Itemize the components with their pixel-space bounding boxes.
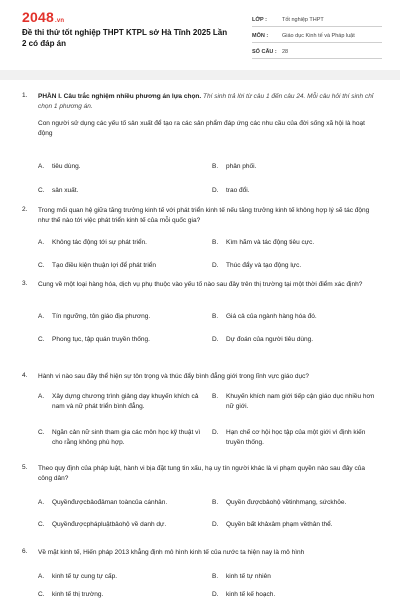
document-meta: [252, 14, 382, 62]
answer-text: Không tác động tới sự phát triển.: [52, 239, 147, 246]
question-6: [22, 548, 378, 598]
answer-letter: C.: [38, 336, 45, 343]
meta-label: MÔN :: [252, 33, 269, 39]
answer-letter: D.: [212, 429, 219, 436]
answer-text: Quyềnđượcphápluậtbảohộ về danh dự.: [52, 521, 167, 528]
answer-option-b[interactable]: [212, 498, 382, 508]
answer-option-d[interactable]: [212, 590, 382, 600]
answer-letter: A.: [38, 163, 45, 170]
answer-option-a[interactable]: [38, 312, 208, 322]
answer-text: trao đổi.: [226, 187, 250, 194]
meta-label: LỚP :: [252, 17, 267, 23]
answer-text: phân phối.: [226, 163, 257, 170]
answer-option-a[interactable]: [38, 238, 208, 248]
document-title: Đề thi thử tốt nghiệp THPT KTPL sở Hà Tĩnh 2025 Lần 2 có đáp án: [22, 28, 228, 48]
answer-letter: C.: [38, 429, 45, 436]
answer-letter: B.: [212, 499, 219, 506]
answer-text: kinh tế tự nhiên: [226, 573, 271, 580]
answer-text: Quyền đượcbảohộ vềtinhmạng, sứckhỏe.: [226, 499, 347, 506]
answer-text: kinh tế tự cung tự cấp.: [52, 573, 118, 580]
answer-text: Dự đoán của người tiêu dùng.: [226, 336, 314, 343]
logo-tld: .vn: [54, 18, 65, 24]
answer-letter: D.: [212, 521, 219, 528]
answer-option-b[interactable]: [212, 312, 382, 322]
answer-option-a[interactable]: [38, 162, 208, 172]
answer-option-c[interactable]: [38, 520, 208, 530]
answer-option-a[interactable]: [38, 572, 208, 582]
question-number: 1.: [22, 92, 28, 99]
question-number: 2.: [22, 206, 28, 213]
instruction-text: Thí sinh trả lời từ câu 1 đến câu 24. Mỗi câu hỏi thí sinh chỉ chọn 1 phương án.: [38, 93, 374, 110]
answer-option-b[interactable]: [212, 572, 382, 582]
answer-option-b[interactable]: [212, 392, 382, 412]
question-1: [22, 92, 378, 194]
answer-option-d[interactable]: [212, 186, 382, 196]
answer-letter: D.: [212, 187, 219, 194]
question-number: 5.: [22, 464, 28, 471]
answer-letter: C.: [38, 262, 45, 269]
answer-option-a[interactable]: [38, 392, 208, 412]
answer-option-c[interactable]: [38, 335, 208, 345]
answer-text: kinh tế thị trường.: [52, 591, 104, 598]
question-number: 6.: [22, 548, 28, 555]
question-number: 4.: [22, 372, 28, 379]
answer-letter: A.: [38, 313, 45, 320]
answer-letter: A.: [38, 573, 45, 580]
question-2: [22, 206, 378, 269]
answer-option-b[interactable]: [212, 238, 382, 248]
answer-letter: B.: [212, 573, 219, 580]
answer-letter: B.: [212, 313, 219, 320]
meta-row-count: [252, 46, 382, 59]
question-list: [0, 80, 400, 600]
answer-text: tiêu dùng.: [52, 163, 81, 170]
answer-text: Xây dựng chương trình giảng dạy khuyến khích cả nam và nữ phát triển bình đẳng.: [52, 393, 199, 410]
answer-text: Quyền bất khảxâm phạm vềthân thể.: [226, 521, 333, 528]
answer-option-c[interactable]: [38, 428, 208, 448]
part-heading: PHẦN I. Câu trắc nghiệm nhiều phương án lựa chọn.: [38, 93, 202, 100]
answer-text: Ngăn cản nữ sinh tham gia các môn học kỹ thuật vì cho rằng không phù hợp.: [52, 429, 201, 446]
question-text: Trong mối quan hệ giữa tăng trưởng kinh tế với phát triển kinh tế nếu tăng trưởng kinh tế không hợp lý sẽ tác động như thế nào tới việc phát triển kinh tế của mỗi quốc gia?: [38, 207, 370, 224]
answer-text: Giá cả của ngành hàng hóa đó.: [226, 313, 317, 320]
question-5: [22, 464, 378, 528]
answer-text: sản xuất.: [52, 187, 79, 194]
section-divider: [0, 70, 400, 80]
answer-letter: D.: [212, 262, 219, 269]
answer-text: Kìm hãm và tác động tiêu cực.: [226, 239, 315, 246]
question-text: Cung về một loại hàng hóa, dịch vụ phụ thuộc vào yếu tố nào sau đây trên thị trường tại một thời điểm xác định?: [38, 281, 363, 288]
question-text: [38, 92, 378, 112]
answer-letter: D.: [212, 591, 219, 598]
answer-option-a[interactable]: [38, 498, 208, 508]
answer-text: Phong tục, tập quán truyền thống.: [52, 336, 150, 343]
answer-text: Thúc đẩy và tạo động lực.: [226, 262, 302, 269]
answer-text: Tín ngưỡng, tôn giáo địa phương.: [52, 313, 151, 320]
answer-option-c[interactable]: [38, 186, 208, 196]
answer-letter: B.: [212, 393, 219, 400]
question-stem: Con người sử dụng các yếu tố sản xuất để tạo ra các sản phẩm đáp ứng các nhu cầu của đời sống xã hội là hoạt động: [38, 120, 365, 137]
answer-option-d[interactable]: [212, 261, 382, 271]
answer-letter: C.: [38, 521, 45, 528]
question-number: 3.: [22, 280, 28, 287]
question-text: Hành vi nào sau đây thể hiện sự tôn trọng và thúc đẩy bình đẳng giới trong lĩnh vực giáo dục?: [38, 373, 309, 380]
question-text: Theo quy định của pháp luật, hành vi bịa đặt tung tin xấu, hạ uy tín người khác là vi phạm quyền nào sau đây của công dân?: [38, 465, 365, 482]
answer-letter: B.: [212, 239, 219, 246]
answer-option-d[interactable]: [212, 335, 382, 345]
answer-option-b[interactable]: [212, 162, 382, 172]
answer-option-d[interactable]: [212, 428, 382, 448]
meta-value: Tốt nghiệp THPT: [282, 17, 324, 23]
answer-letter: A.: [38, 393, 45, 400]
answer-option-c[interactable]: [38, 261, 208, 271]
site-logo[interactable]: [22, 9, 64, 25]
answer-letter: A.: [38, 239, 45, 246]
meta-row-subject: [252, 30, 382, 43]
answer-text: Tạo điều kiện thuận lợi để phát triển: [52, 262, 156, 269]
answer-letter: D.: [212, 336, 219, 343]
answer-letter: C.: [38, 591, 45, 598]
meta-value: 28: [282, 49, 289, 55]
page-header: [0, 0, 400, 68]
answer-text: Quyềnđượcbảođảman toàncủa cánhân.: [52, 499, 168, 506]
answer-text: Hạn chế cơ hội học tập của một giới vì định kiến truyền thống.: [226, 429, 366, 446]
question-text: Về mặt kinh tế, Hiến pháp 2013 khẳng định mô hình kinh tế của nước ta hiện nay là mô hình: [38, 549, 305, 556]
answer-letter: C.: [38, 187, 45, 194]
question-3: [22, 280, 378, 343]
answer-option-d[interactable]: [212, 520, 382, 530]
answer-option-c[interactable]: [38, 590, 208, 600]
answer-letter: B.: [212, 163, 219, 170]
answer-letter: A.: [38, 499, 45, 506]
meta-value: Giáo dục Kinh tế và Pháp luật: [282, 33, 355, 39]
meta-row-class: [252, 14, 382, 27]
meta-label: SỐ CÂU :: [252, 49, 277, 55]
answer-text: Khuyến khích nam giới tiếp cận giáo dục nhiều hơn nữ giới.: [226, 393, 375, 410]
answer-text: kinh tế kế hoạch.: [226, 591, 276, 598]
logo-text: 2048: [22, 9, 54, 25]
question-4: [22, 372, 378, 446]
